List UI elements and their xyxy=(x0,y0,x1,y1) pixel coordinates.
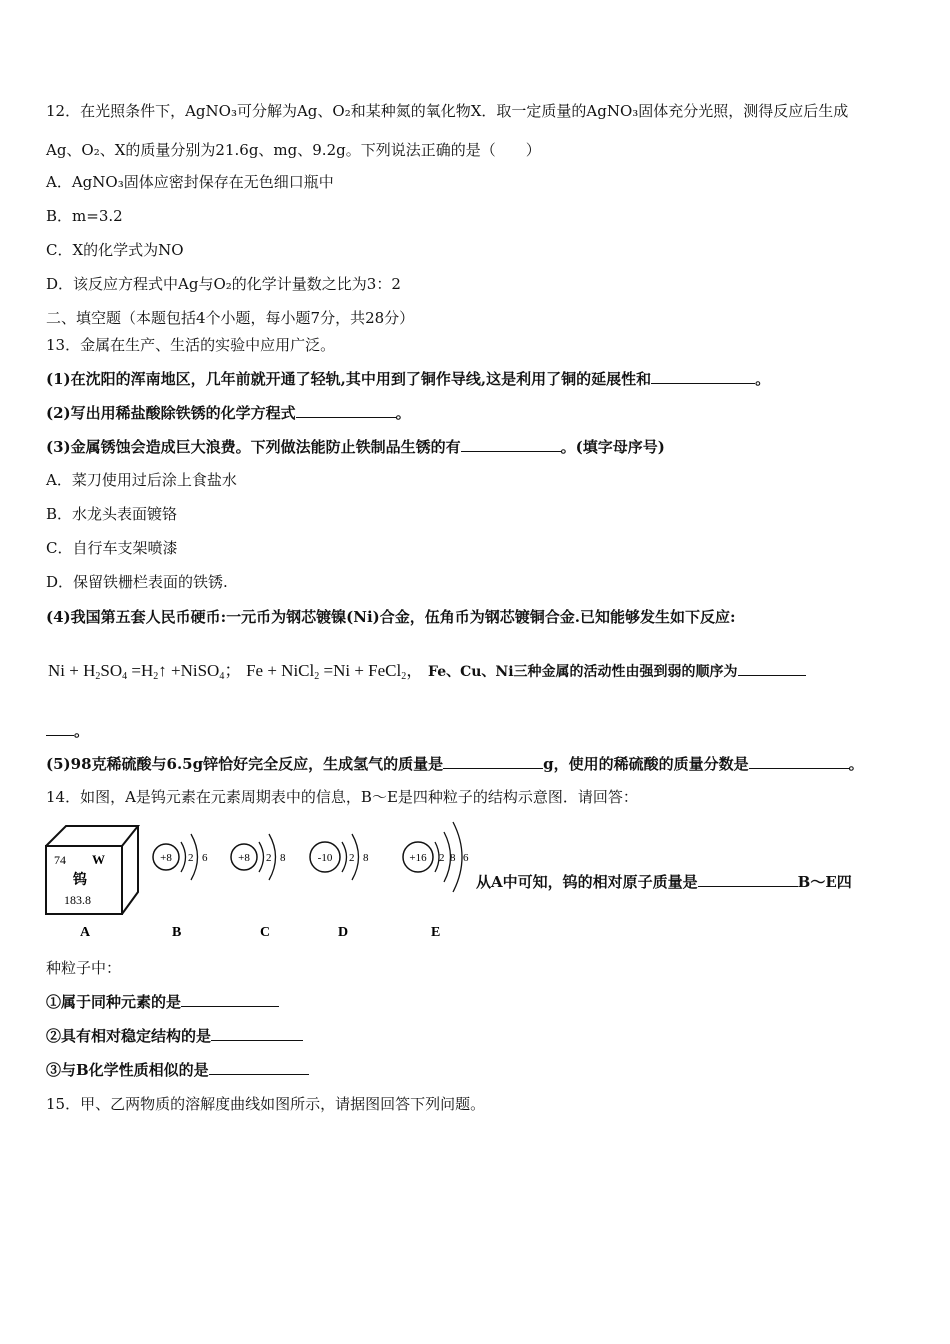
q13-option-b: B．水龙头表面镀铬 xyxy=(46,505,178,523)
q14-cont: 种粒子中： xyxy=(46,959,122,977)
q13-part5-mid: g，使用的稀硫酸的质量分数是 xyxy=(543,755,749,773)
q13-part1 xyxy=(46,368,770,389)
q13-part4-blank-cont[interactable] xyxy=(46,720,74,736)
tile-top xyxy=(46,826,138,846)
element-name: 钨 xyxy=(73,872,87,888)
eq2-part: Fe + NiCl xyxy=(246,661,315,680)
q13-part3-blank[interactable] xyxy=(461,436,561,452)
q13-part4-tail: Fe、Cu、Ni三种金属的活动性由强到弱的顺序为 xyxy=(428,664,738,680)
shell-arc xyxy=(342,842,347,872)
q14-sub3 xyxy=(46,1059,309,1080)
q13-part4: (4)我国第五套人民币硬币:一元币为钢芯镀镍(Ni)合金，伍角币为钢芯镀铜合金.已知能够发生如下反应: xyxy=(46,608,736,626)
eq-separator: ； xyxy=(224,661,242,680)
q13-equations-line xyxy=(48,660,806,682)
q14-sub1-text: ①属于同种元素的是 xyxy=(46,993,182,1011)
q13-part2-text: (2)写出用稀盐酸除铁锈的化学方程式 xyxy=(46,404,296,422)
figure-label-a: A xyxy=(80,925,91,940)
nucleus-charge: +16 xyxy=(409,852,427,864)
section-header: 二、填空题（本题包括4个小题，每小题7分，共28分） xyxy=(46,309,415,327)
q12-option-a: A．AgNO₃固体应密封保存在无色细口瓶中 xyxy=(46,173,334,191)
nucleus-charge: -10 xyxy=(317,852,333,864)
eq1-part: SO xyxy=(100,661,123,680)
q13-part3-end: 。(填字母序号) xyxy=(560,438,665,456)
figure-label-c: C xyxy=(260,925,271,940)
q14-sub3-blank[interactable] xyxy=(209,1059,309,1075)
q13-part2-blank[interactable] xyxy=(296,402,396,418)
q13-option-d: D．保留铁栅栏表面的铁锈. xyxy=(46,573,228,591)
q13-part4-end: 。 xyxy=(74,722,90,740)
q13-part5-text: (5)98克稀硫酸与6.5g锌恰好完全反应，生成氢气的质量是 xyxy=(46,755,444,773)
q14-sub2-text: ②具有相对稳定结构的是 xyxy=(46,1027,212,1045)
q13-part5-blank2[interactable] xyxy=(749,753,849,769)
eq-separator: ， xyxy=(406,661,424,680)
q14-mass-blank[interactable] xyxy=(698,871,798,887)
eq1-sub: 2 xyxy=(95,671,101,682)
q12-line1: 12．在光照条件下，AgNO₃可分解为Ag、O₂和某种氮的氧化物X．取一定质量的AgNO₃固体充分光照，测得反应后生成 xyxy=(46,102,849,120)
shell-electrons: 2 xyxy=(349,852,355,864)
particle-e xyxy=(403,822,469,892)
shell-electrons: 2 xyxy=(266,852,272,864)
q15-stem: 15．甲、乙两物质的溶解度曲线如图所示，请据图回答下列问题。 xyxy=(46,1095,486,1113)
q13-part2-end: 。 xyxy=(395,404,411,422)
q14-inline-end: B～E四 xyxy=(797,873,852,891)
nucleus-charge: +8 xyxy=(238,852,250,864)
q13-part1-text: (1)在沈阳的浑南地区，几年前就开通了轻轨,其中用到了铜作导线,这是利用了铜的延展性和 xyxy=(46,370,652,388)
q14-inline-text: 从A中可知，钨的相对原子质量是 xyxy=(476,873,698,891)
eq1-part: =H xyxy=(127,661,154,680)
shell-electrons: 8 xyxy=(450,852,456,864)
shell-electrons: 6 xyxy=(463,852,469,864)
q13-part3 xyxy=(46,436,665,457)
equation-2 xyxy=(246,661,406,680)
q12-option-d: D．该反应方程式中Ag与O₂的化学计量数之比为3：2 xyxy=(46,275,401,293)
q14-sub2 xyxy=(46,1025,303,1046)
q12-option-b: B．m=3.2 xyxy=(46,207,123,225)
q14-inline xyxy=(476,871,852,892)
equation-1 xyxy=(48,661,224,680)
shell-arc xyxy=(181,842,186,872)
eq2-sub: 2 xyxy=(401,671,407,682)
q13-part1-blank[interactable] xyxy=(651,368,755,384)
eq2-sub: 2 xyxy=(314,671,320,682)
figure-label-e: E xyxy=(431,925,441,940)
shell-arc xyxy=(259,842,264,872)
q13-stem: 13．金属在生产、生活的实验中应用广泛。 xyxy=(46,336,336,354)
eq1-sub: 4 xyxy=(122,671,128,682)
atomic-structure-figure xyxy=(40,820,480,950)
element-mass: 183.8 xyxy=(64,893,91,907)
q13-part4-cont xyxy=(46,720,89,741)
q13-part2 xyxy=(46,402,411,423)
eq1-sub: 4 xyxy=(219,671,225,682)
q13-part5-blank1[interactable] xyxy=(443,753,543,769)
q13-part5-end: 。 xyxy=(848,755,864,773)
figure-label-d: D xyxy=(338,925,349,940)
shell-electrons: 6 xyxy=(202,852,208,864)
q14-sub1-blank[interactable] xyxy=(181,991,279,1007)
shell-electrons: 2 xyxy=(188,852,194,864)
figure-label-b: B xyxy=(172,925,182,940)
shell-electrons: 8 xyxy=(363,852,369,864)
q14-sub3-text: ③与B化学性质相似的是 xyxy=(46,1061,209,1079)
element-number: 74 xyxy=(54,853,66,867)
particle-b xyxy=(153,834,208,880)
q13-option-c: C．自行车支架喷漆 xyxy=(46,539,178,557)
q13-part1-end: 。 xyxy=(755,370,771,388)
q13-part3-text: (3)金属锈蚀会造成巨大浪费。下列做法能防止铁制品生锈的有 xyxy=(46,438,461,456)
tile-side xyxy=(122,826,138,914)
eq1-sub: 2 xyxy=(153,671,159,682)
q14-sub2-blank[interactable] xyxy=(211,1025,303,1041)
particle-c xyxy=(231,834,286,880)
q12-option-c: C．X的化学式为NO xyxy=(46,241,184,259)
nucleus-charge: +8 xyxy=(160,852,172,864)
q14-sub1 xyxy=(46,991,279,1012)
q13-part5 xyxy=(46,753,864,774)
q14-stem: 14．如图，A是钨元素在元素周期表中的信息，B～E是四种粒子的结构示意图．请回答： xyxy=(46,788,638,806)
shell-electrons: 8 xyxy=(280,852,286,864)
eq1-part: Ni + H xyxy=(48,661,96,680)
element-tile xyxy=(46,826,138,914)
eq1-part: ↑ +NiSO xyxy=(158,661,220,680)
q13-part4-blank[interactable] xyxy=(738,660,806,676)
q13-option-a: A．菜刀使用过后涂上食盐水 xyxy=(46,471,237,489)
element-symbol: W xyxy=(92,852,105,867)
shell-electrons: 2 xyxy=(439,852,445,864)
particle-d xyxy=(310,834,369,880)
eq2-part: =Ni + FeCl xyxy=(319,661,402,680)
q12-line2: Ag、O₂、X的质量分别为21.6g、mg、9.2g。下列说法正确的是（ ） xyxy=(46,141,541,159)
